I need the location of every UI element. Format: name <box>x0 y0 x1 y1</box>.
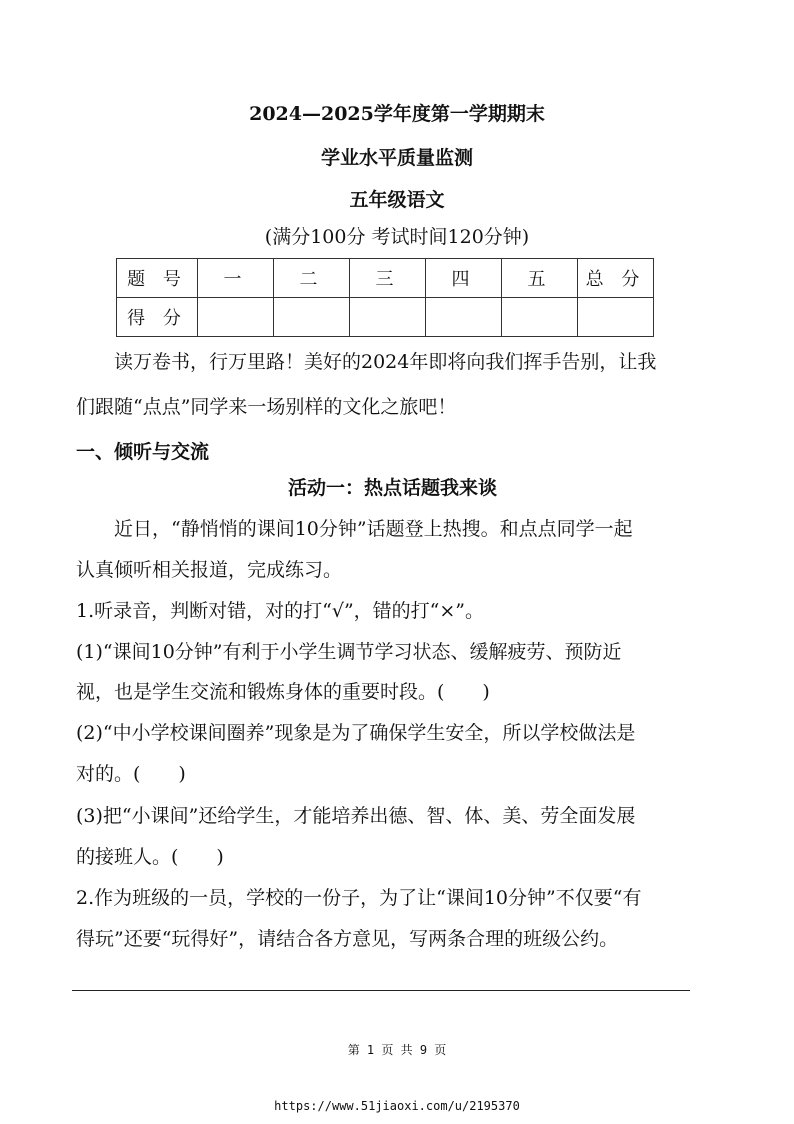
score-cell-total <box>578 298 654 337</box>
question-1-3-line-2: 的接班人。( ) <box>76 846 224 868</box>
question-1: 1.听录音，判断对错，对的打“√”，错的打“×”。 <box>76 600 485 622</box>
question-1-3-line-1: (3)把“小课间”还给学生，才能培养出德、智、体、美、劳全面发展 <box>76 805 636 827</box>
question-2-line-1: 2.作为班级的一员，学校的一份子，为了让“课间10分钟”不仅要“有 <box>76 887 642 909</box>
exam-title-name: 学业水平质量监测 <box>320 147 473 169</box>
score-cell-q1 <box>198 298 274 337</box>
intro-line-1: 读万卷书，行万里路！美好的2024年即将向我们挥手告别，让我 <box>114 351 657 373</box>
score-cell-q5 <box>502 298 578 337</box>
exam-title-subject: 五年级语文 <box>349 189 445 211</box>
activity-title: 活动一：热点话题我来谈 <box>288 477 498 499</box>
score-table <box>116 258 654 337</box>
score-cell-q2 <box>274 298 350 337</box>
score-table-cell-q1: 一 <box>198 259 274 298</box>
score-row-label: 得 分 <box>117 298 198 337</box>
score-table-cell-q3: 三 <box>350 259 426 298</box>
section-heading: 一、倾听与交流 <box>76 441 210 463</box>
score-table-header-row <box>117 259 654 298</box>
score-cell-q3 <box>350 298 426 337</box>
exam-subtitle: (满分100分 考试时间120分钟) <box>264 226 530 248</box>
watermark-url: https://www.51jiaoxi.com/u/2195370 <box>274 1099 520 1113</box>
score-table-cell-q2: 二 <box>274 259 350 298</box>
page-indicator: 第 1 页 共 9 页 <box>347 1043 447 1057</box>
exam-title-year: 2024—2025学年度第一学期期末 <box>249 103 545 125</box>
question-2-line-2: 得玩”还要“玩得好”，请结合各方意见，写两条合理的班级公约。 <box>76 928 619 950</box>
score-table-score-row <box>117 298 654 337</box>
question-1-1-line-2: 视，也是学生交流和锻炼身体的重要时段。( ) <box>76 681 490 703</box>
score-table-cell-q5: 五 <box>502 259 578 298</box>
answer-line <box>72 990 690 991</box>
score-cell-q4 <box>426 298 502 337</box>
question-1-1-line-1: (1)“课间10分钟”有利于小学生调节学习状态、缓解疲劳、预防近 <box>76 641 622 663</box>
question-1-2-line-2: 对的。( ) <box>76 763 186 785</box>
score-table-cell-label: 题 号 <box>117 259 198 298</box>
score-table-cell-q4: 四 <box>426 259 502 298</box>
activity-intro-line-2: 认真倾听相关报道，完成练习。 <box>76 559 343 581</box>
question-1-2-line-1: (2)“中小学校课间圈养”现象是为了确保学生安全，所以学校做法是 <box>76 722 636 744</box>
score-table-cell-total: 总 分 <box>578 259 654 298</box>
activity-intro-line-1: 近日，“静悄悄的课间10分钟”话题登上热搜。和点点同学一起 <box>114 518 633 540</box>
intro-line-2: 们跟随“点点”同学来一场别样的文化之旅吧！ <box>76 396 457 418</box>
